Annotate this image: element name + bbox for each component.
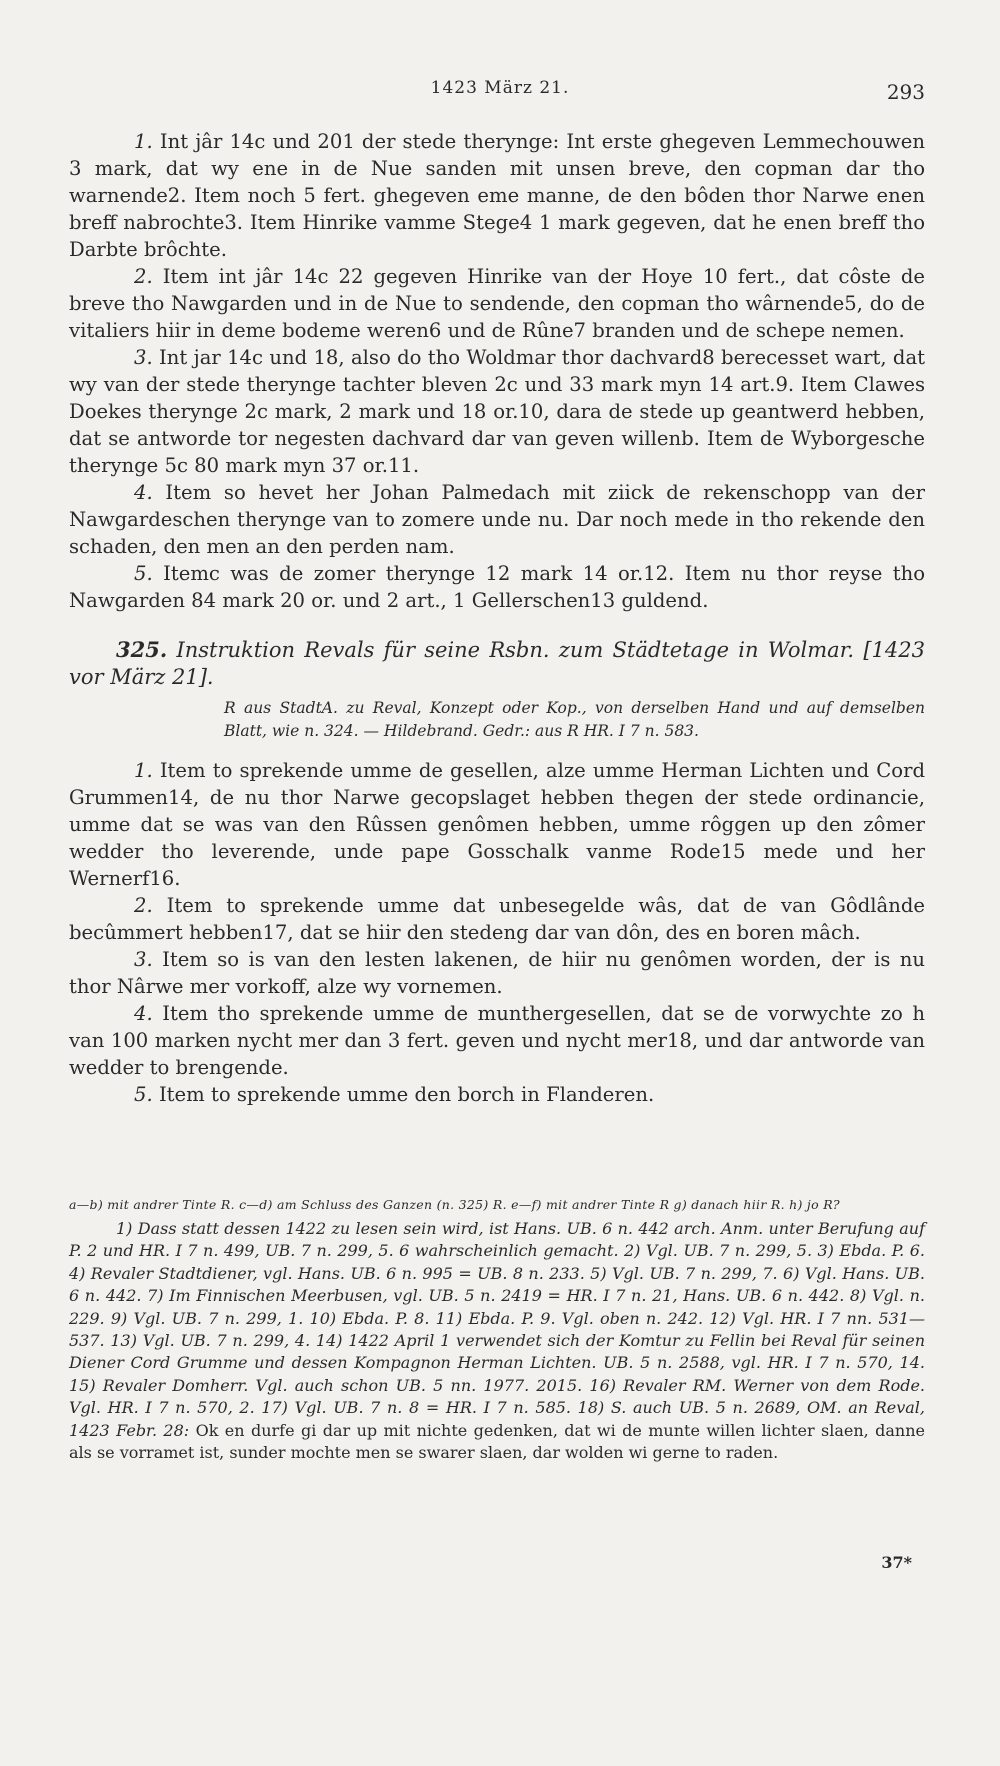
doc325-paragraph	[69, 946, 925, 1000]
footnote-quote: Ok en durfe gi dar up mit nichte gedenken, dat wi de munte willen lichter slaen, danne als se vorramet ist, sunder mochte men se swarer slaen, dar wolden wi gerne to raden.	[69, 1420, 925, 1463]
document-324-paragraphs	[69, 128, 925, 614]
printer-signature: 37*	[881, 1553, 912, 1572]
doc324-paragraph	[69, 479, 925, 560]
paragraph-text: Item tho sprekende umme de munthergesellen, dat se de vorwychte zo h van 100 marken nycht mer dan 3 fert. geven und nycht mer18, und dar antworde van wedder to brengende.	[69, 1002, 925, 1079]
variant-notes: a—b) mit andrer Tinte R. c—d) am Schluss des Ganzen (n. 325) R. e—f) mit andrer Tinte R g) danach hiir R. h) jo R?	[69, 1197, 840, 1212]
running-head: 1423 März 21.	[430, 78, 570, 98]
document-325-paragraphs	[69, 757, 925, 1108]
document-title: Instruktion Revals für seine Rsbn. zum Städtetage in Wolmar. [1423 vor März 21].	[69, 638, 925, 689]
paragraph-number: 4.	[134, 481, 153, 504]
doc324-paragraph	[69, 560, 925, 614]
paragraph-text: Item to sprekende umme den borch in Flanderen.	[158, 1083, 655, 1106]
document-number: 325.	[116, 637, 168, 662]
page-number: 293	[886, 80, 925, 104]
paragraph-text: Item to sprekende umme de gesellen, alze umme Herman Lichten und Cord Grummen14, de nu thor Narwe gecopslaget hebben thegen der stede ordinancie, umme dat se was van den Rûssen genômen hebben, umme rôggen up den zômer wedder tho leverende, unde pape Gosschalk vanme Rode15 mede und her Wernerf16.	[69, 759, 925, 890]
doc325-paragraph	[69, 757, 925, 892]
doc324-paragraph	[69, 344, 925, 479]
paragraph-number: 2.	[134, 894, 153, 917]
doc325-paragraph	[69, 1000, 925, 1081]
paragraph-text: Int jar 14c und 18, also do tho Woldmar thor dachvard8 berecesset wart, dat wy van der stede therynge tachter bleven 2c und 33 mark myn 14 art.9. Item Clawes Doekes therynge 2c mark, 2 mark und 18 or.10, dara de stede up geantwerd hebben, dat se antworde tor negesten dachvard dar van geven willenb. Item de Wyborgesche therynge 5c 80 mark myn 37 or.11.	[69, 346, 925, 477]
doc324-paragraph	[69, 263, 925, 344]
page-header	[0, 78, 1000, 106]
main-text	[69, 128, 925, 1108]
paragraph-text: Item int jâr 14c 22 gegeven Hinrike van der Hoye 10 fert., dat côste de breve tho Nawgarden und in de Nue to sendende, den copman tho wârnende5, do de vitaliers hiir in deme bodeme weren6 und de Rûne7 branden und de schepe nemen.	[69, 265, 925, 342]
paragraph-number: 1.	[134, 759, 153, 782]
paragraph-number: 2.	[134, 265, 153, 288]
footnote-list: 1) Dass statt dessen 1422 zu lesen sein wird, ist Hans. UB. 6 n. 442 arch. Anm. unter Berufung auf P. 2 und HR. I 7 n. 499, UB. 7 n. 299, 5. 6 wahrscheinlich gemacht. 2) Vgl. UB. 7 n. 299, 5. 3) Ebda. P. 6. 4) Revaler Stadtdiener, vgl. Hans. UB. 6 n. 995 = UB. 8 n. 233. 5) Vgl. UB. 7 n. 299, 7. 6) Vgl. Hans. UB. 6 n. 442. 7) Im Finnischen Meerbusen, vgl. UB. 5 n. 2419 = HR. I 7 n. 21, Hans. UB. 6 n. 442. 8) Vgl. n. 229. 9) Vgl. UB. 7 n. 299, 1. 10) Ebda. P. 8. 11) Ebda. P. 9. Vgl. oben n. 242. 12) Vgl. HR. I 7 nn. 531—537. 13) Vgl. UB. 7 n. 299, 4. 14) 1422 April 1 verwendet sich der Komtur zu Fellin bei Reval für seinen Diener Cord Grumme und dessen Kompagnon Herman Lichten. UB. 5 n. 2588, vgl. HR. I 7 n. 570, 14. 15) Revaler Domherr. Vgl. auch schon UB. 5 nn. 1977. 2015. 16) Revaler RM. Werner von dem Rode. Vgl. HR. I 7 n. 570, 2. 17) Vgl. UB. 7 n. 8 = HR. I 7 n. 585. 18) S. auch UB. 5 n. 2689, OM. an Reval, 1423 Febr. 28:	[69, 1219, 925, 1440]
document-325-heading	[69, 636, 925, 691]
doc324-paragraph	[69, 128, 925, 263]
paragraph-text: Item to sprekende umme dat unbesegelde wâs, dat de van Gôdlânde becûmmert hebben17, dat se hiir den stedeng dar van dôn, des en boren mâch.	[69, 894, 925, 944]
paragraph-text: Int jâr 14c und 201 der stede therynge: Int erste ghegeven Lemmechouwen 3 mark, dat wy ene in de Nue sanden mit unsen breve, den copman dar tho warnende2. Item noch 5 fert. ghegeven eme manne, de den bôden thor Narwe enen breff nabrochte3. Item Hinrike vamme Stege4 1 mark gegeven, dat he enen breff tho Darbte brôchte.	[69, 130, 925, 261]
paragraph-number: 5.	[134, 562, 153, 585]
footnotes	[69, 1195, 925, 1464]
footnote-text	[69, 1218, 925, 1464]
doc325-paragraph	[69, 1081, 925, 1108]
paragraph-number: 1.	[134, 130, 153, 153]
paragraph-number: 3.	[134, 948, 153, 971]
paragraph-text: Item so hevet her Johan Palmedach mit ziick de rekenschopp van der Nawgardeschen therynge van to zomere unde nu. Dar noch mede in tho rekende den schaden, den men an den perden nam.	[69, 481, 925, 558]
paragraph-text: Item so is van den lesten lakenen, de hiir nu genômen worden, der is nu thor Nârwe mer vorkoff, alze wy vornemen.	[69, 948, 926, 998]
paragraph-number: 5.	[134, 1083, 153, 1106]
paragraph-number: 4.	[134, 1002, 153, 1025]
doc325-paragraph	[69, 892, 925, 946]
source-note: R aus StadtA. zu Reval, Konzept oder Kop., von derselben Hand und auf demselben Blatt, wie n. 324. — Hildebrand. Gedr.: aus R HR. I 7 n. 583.	[224, 699, 925, 740]
paragraph-text: Itemc was de zomer therynge 12 mark 14 or.12. Item nu thor reyse tho Nawgarden 84 mark 20 or. und 2 art., 1 Gellerschen13 guldend.	[69, 562, 925, 612]
paragraph-number: 3.	[134, 346, 153, 369]
